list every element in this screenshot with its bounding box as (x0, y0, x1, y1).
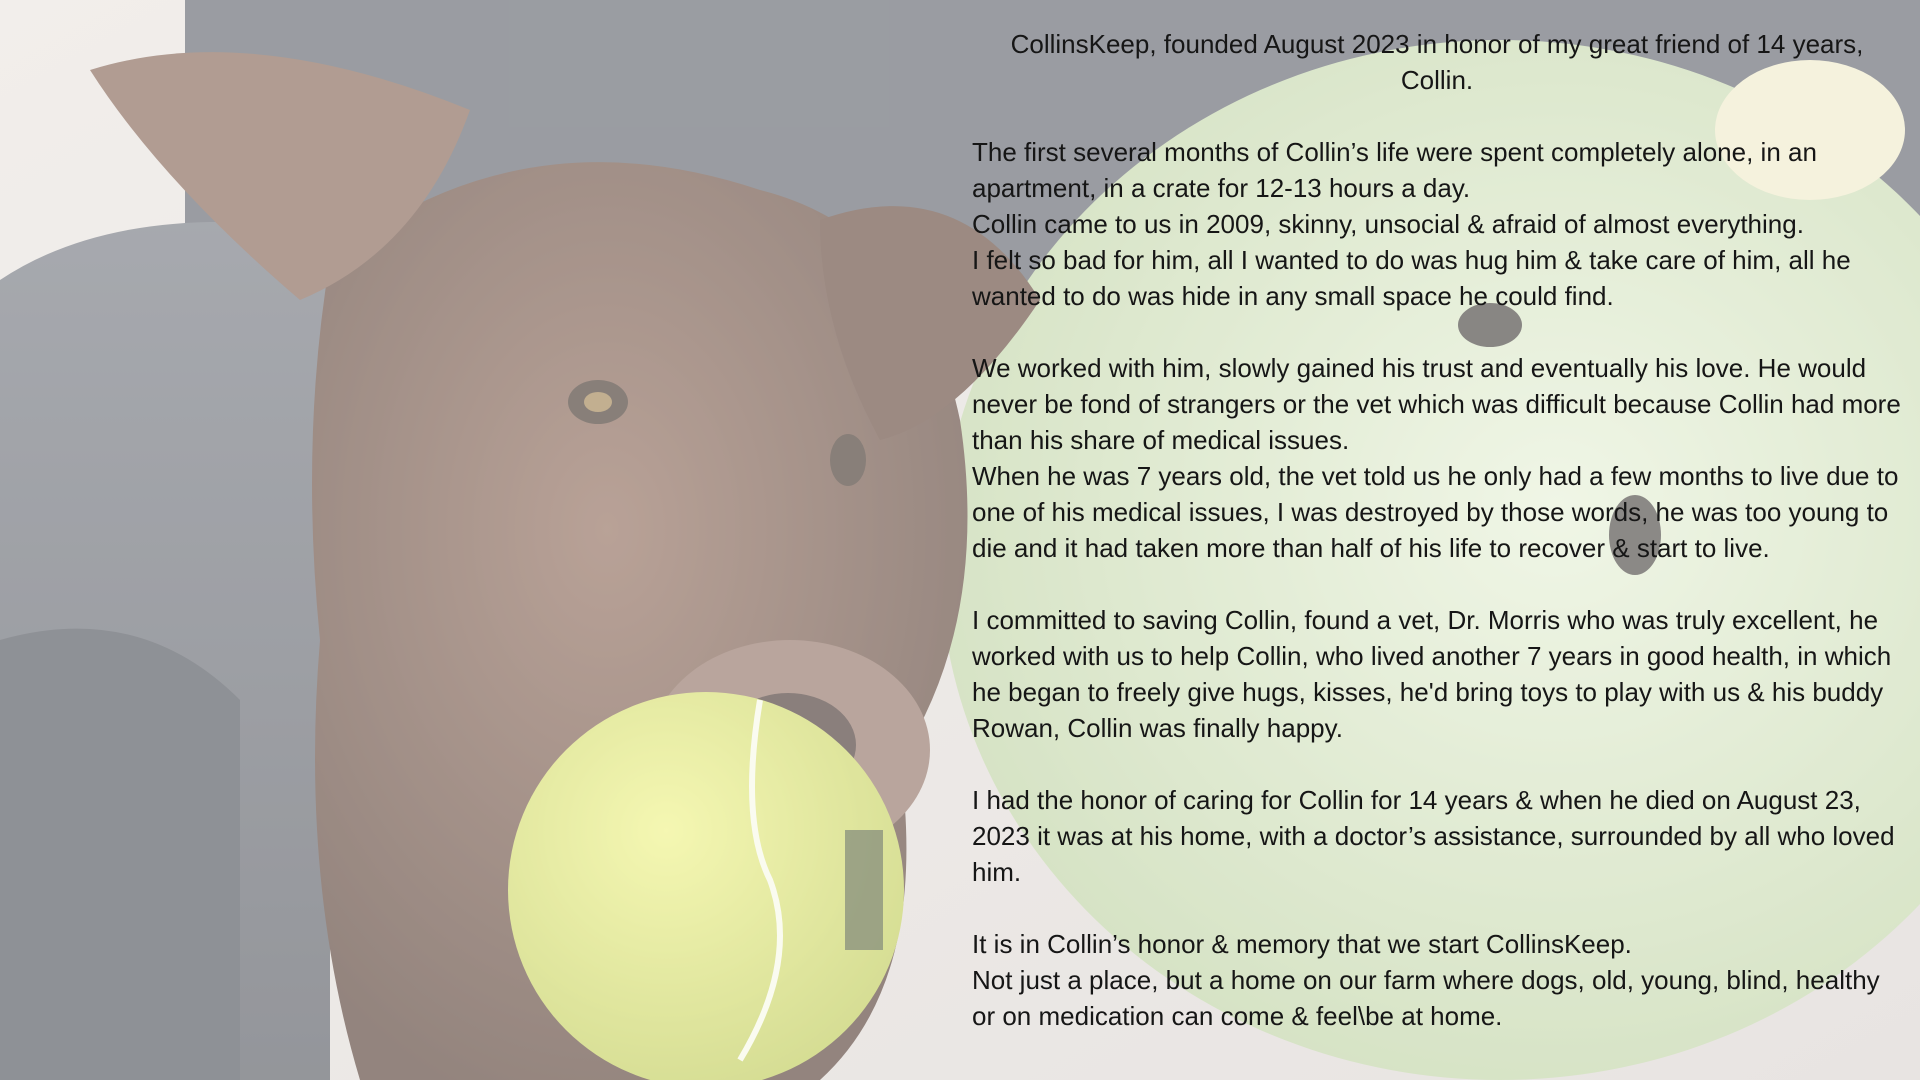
paragraph-gap (972, 746, 1902, 782)
paragraph-gap (972, 890, 1902, 926)
paragraph-gap (972, 98, 1902, 134)
story-paragraph-trust: We worked with him, slowly gained his trust and eventually his love. He would never be fond of strangers or the vet which was difficult because Collin had more than his share of medical issues. When he was 7 years old, the vet told us he only had a few months to live due to one of his medical issues, I was destroyed by those words, he was too young to die and it had taken more than half of his life to recover & start to live. (972, 353, 1901, 563)
story-heading: CollinsKeep, founded August 2023 in honor of my great friend of 14 years, Collin. (1010, 29, 1864, 95)
paragraph-gap (972, 314, 1902, 350)
story-paragraph-saving: I committed to saving Collin, found a vet, Dr. Morris who was truly excellent, he worked with us to help Collin, who lived another 7 years in good health, in which he began to freely give hugs, kisses, he'd bring toys to play with us & his buddy Rowan, Collin was finally happy. (972, 605, 1892, 743)
paragraph-gap (972, 566, 1902, 602)
story-paragraph-passing: I had the honor of caring for Collin for 14 years & when he died on August 23, 2023 it was at his home, with a doctor’s assistance, surrounded by all who loved him. (972, 785, 1895, 887)
story-paragraph-mission: It is in Collin’s honor & memory that we start CollinsKeep. Not just a place, but a home on our farm where dogs, old, young, blind, healthy or on medication can come & feel\be at home. (972, 929, 1880, 1031)
story-text (972, 26, 1902, 1034)
story-paragraph-early-life: The first several months of Collin’s life were spent completely alone, in an apartment, in a crate for 12-13 hours a day. Collin came to us in 2009, skinny, unsocial & afraid of almost everything. I felt so bad for him, all I wanted to do was hug him & take care of him, all he wanted to do was hide in any small space he could find. (972, 137, 1851, 311)
